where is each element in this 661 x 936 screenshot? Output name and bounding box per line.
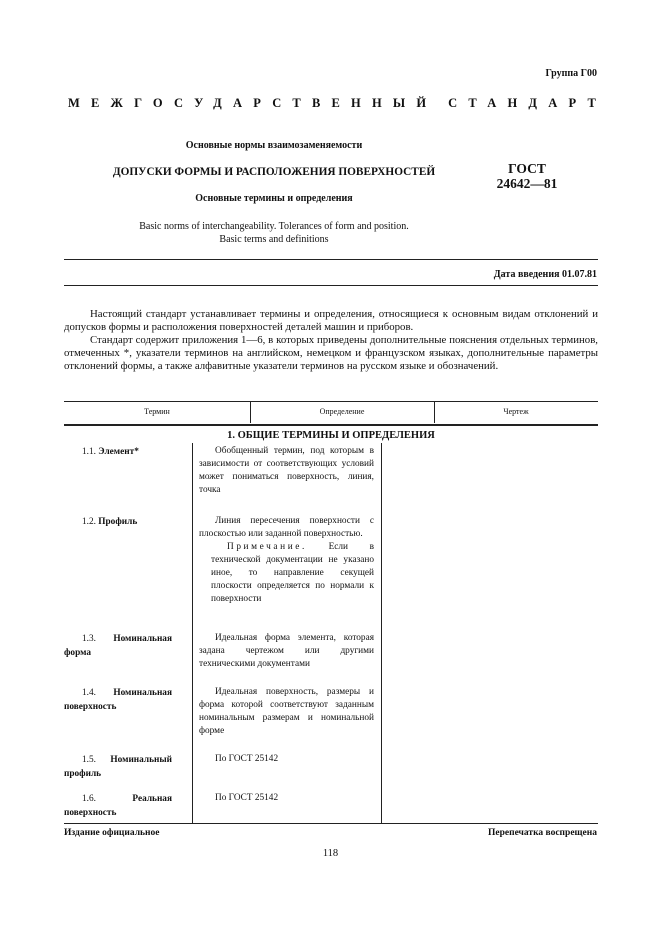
term-number: 1.4.: [82, 688, 96, 698]
table-row-definition: [199, 686, 374, 738]
definition-note: [199, 541, 374, 606]
group-code: Группа Г00: [545, 68, 597, 79]
gost-label: ГОСТ: [508, 161, 546, 176]
subtitle-top: Основные нормы взаимозаменяемости: [185, 140, 363, 151]
term-name: Номинальная форма: [64, 634, 172, 658]
table-row-term: [64, 792, 172, 820]
column-divider: [192, 443, 193, 823]
column-divider: [381, 443, 382, 823]
definition-text: Обобщенный термин, под которым в зависимости от соответствующих условий может пониматься поверхность, линия, точка: [199, 446, 374, 495]
intro-date-value: 01.07.81: [562, 269, 597, 280]
table-row-definition: [199, 515, 374, 606]
term-number: 1.2.: [82, 517, 96, 527]
term-name: Элемент*: [98, 447, 139, 457]
table-row-term: [64, 753, 172, 781]
note-label: Примечание.: [227, 542, 307, 552]
table-row-definition: [199, 753, 374, 766]
term-number: 1.3.: [82, 634, 96, 644]
divider-date: [64, 285, 598, 286]
definition-text: Линия пересечения поверхности с плоскостью или заданной поверхностью.: [199, 516, 374, 539]
table-row-term: [64, 445, 172, 459]
note-text: Если в технической документации не указано иное, то направление секущей плоскости определяется по нормали к поверхности: [211, 542, 375, 604]
definition-text: По ГОСТ 25142: [215, 754, 279, 764]
gost-number: 24642—81: [496, 176, 558, 191]
intro-paragraph: Стандарт содержит приложения 1—6, в которых приведены дополнительные пояснения отдельных терминов, отмеченных *, указатели терминов на английском, немецком и французском языках, дополнительные параметры отклонений формы, а также алфавитные указатели терминов на русском языке и обозначений.: [64, 334, 598, 373]
standard-banner: [68, 96, 607, 111]
term-name: Профиль: [98, 517, 138, 527]
gost-designation: [484, 161, 570, 191]
table-row-definition: [199, 445, 374, 497]
divider-top: [64, 259, 598, 260]
table-row-term: [64, 686, 172, 714]
table-row-definition: [199, 792, 374, 805]
terms-table: [64, 401, 598, 823]
footer-reprint-prohibited: Перепечатка воспрещена: [487, 828, 597, 838]
header-divider: [434, 401, 435, 423]
header-double-rule: [64, 422, 598, 426]
banner-word-interstate: МЕЖГОСУДАРСТВЕННЫЙ: [68, 96, 438, 110]
document-title: ДОПУСКИ ФОРМЫ И РАСПОЛОЖЕНИЯ ПОВЕРХНОСТЕЙ: [112, 166, 436, 178]
term-number: 1.5.: [82, 755, 96, 765]
section-title: 1. ОБЩИЕ ТЕРМИНЫ И ОПРЕДЕЛЕНИЯ: [227, 430, 435, 441]
english-title: [96, 220, 452, 246]
subtitle-bottom: Основные термины и определения: [195, 193, 353, 204]
definition-text: Идеальная форма элемента, которая задана чертежом или другими техническими документами: [199, 633, 374, 669]
term-name: Реальная поверхность: [64, 794, 172, 818]
banner-word-standard: СТАНДАРТ: [448, 96, 607, 110]
header-definition: Определение: [319, 407, 365, 416]
definition-text: Идеальная поверхность, размеры и форма которой соответствуют заданным номинальным размерам и номинальной форме: [199, 687, 374, 736]
term-number: 1.6.: [82, 794, 96, 804]
definition-text: По ГОСТ 25142: [215, 793, 279, 803]
header-term: Термин: [144, 407, 170, 416]
header-drawing: Чертеж: [503, 407, 529, 416]
intro-date: [494, 269, 597, 280]
term-name: Номинальная поверхность: [64, 688, 172, 712]
table-row-term: [64, 515, 172, 529]
intro-date-label: Дата введения: [493, 269, 560, 280]
page-number: 118: [322, 848, 339, 859]
term-name: Номинальный профиль: [64, 755, 172, 779]
term-number: 1.1.: [82, 447, 96, 457]
footer-official-edition: Издание официальное: [64, 828, 160, 838]
table-row-definition: [199, 632, 374, 671]
intro-paragraph: Настоящий стандарт устанавливает термины и определения, относящиеся к основным видам отклонений и допусков формы и расположения поверхностей деталей машин и приборов.: [64, 308, 598, 334]
divider-bottom: [64, 823, 598, 824]
english-title-line1: Basic norms of interchangeability. Tolerances of form and position.: [139, 221, 409, 232]
table-row-term: [64, 632, 172, 660]
english-title-line2: Basic terms and definitions: [219, 234, 329, 245]
header-divider: [250, 401, 251, 423]
